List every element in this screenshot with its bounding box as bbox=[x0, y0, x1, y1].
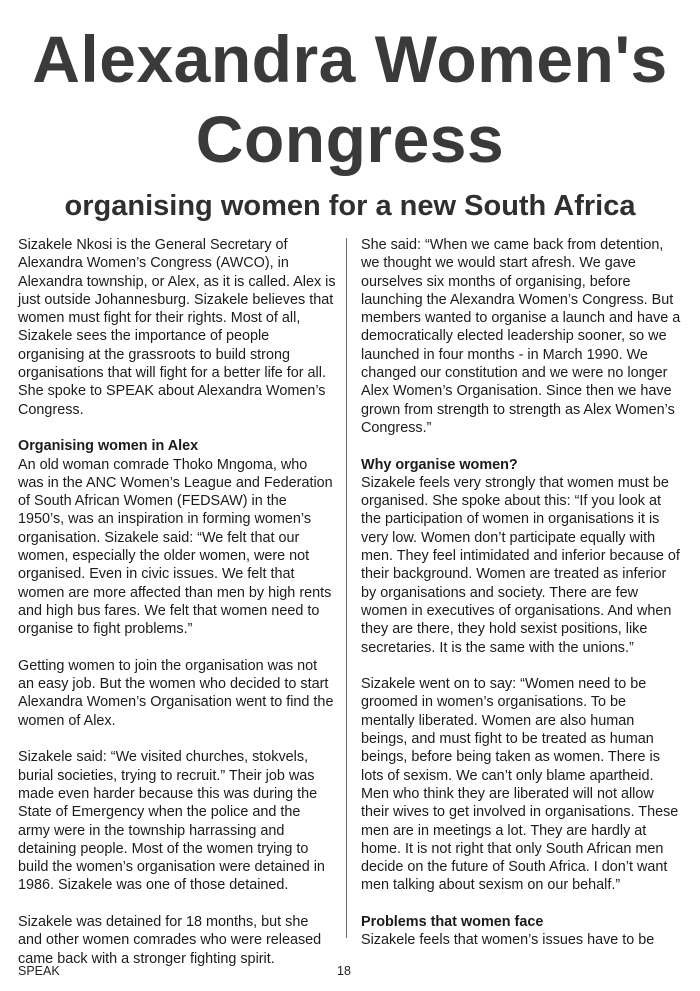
article-subtitle: organising women for a new South Africa bbox=[64, 190, 636, 222]
section-heading-why-organise: Why organise women? bbox=[361, 456, 518, 473]
body-paragraph: She said: “When we came back from detention, we thought we would start afresh. We gave ourselves six months of organising, before launching the Alexandra Women’s Congress. But members wanted to organise a launch and have a democratically elected leadership sooner, so we launched in four months - in March 1990. We changed our constitution and we were no longer Alex Women’s Organisation. Since then we have grown from strength to strength as Alex Women’s Congress.” bbox=[361, 237, 681, 436]
section-heading-problems: Problems that women face bbox=[361, 913, 544, 930]
body-paragraph: Sizakele was detained for 18 months, but she and other women comrades who were released came back with a stronger fighting spirit. bbox=[18, 913, 322, 967]
body-paragraph: Getting women to join the organisation was not an easy job. But the women who decided to start Alexandra Women’s Organisation went to find the women of Alex. bbox=[18, 657, 334, 729]
intro-paragraph: Sizakele Nkosi is the General Secretary of Alexandra Women’s Congress (AWCO), in Alexandra township, or Alex, as it is called. Alex is just outside Johannesburg. Sizakele believes that women must fight for their rights. Most of all, Sizakele sees the importance of people organising at the grassroots to build strong organisations that will fight for a better life for all. She spoke to SPEAK about Alexandra Women’s Congress. bbox=[18, 237, 336, 418]
right-column bbox=[361, 236, 681, 950]
left-column bbox=[18, 236, 336, 968]
section-heading-organising-women: Organising women in Alex bbox=[18, 438, 199, 455]
body-paragraph: An old woman comrade Thoko Mngoma, who was in the ANC Women’s League and Federation of South African Women (FEDSAW) in the 1950’s, was an inspiration in forming women’s organisation. Sizakele said: “We felt that our women, especially the older women, were not organised. Even in civic issues. We felt that women are more affected than men by high rents and high bus fares. We felt that women need to organise to fight problems.” bbox=[18, 456, 333, 638]
body-paragraph: Sizakele feels very strongly that women must be organised. She spoke about this: “If you look at the participation of women in organisations it is very low. Women don’t participate equally with men. They feel intimidated and inferior because of their background. Women are treated as inferior by organisations and society. There are few women in executives of organisations. And when they are there, they hold sexist positions, like secretaries. It is the same with the unions.” bbox=[361, 474, 680, 656]
body-paragraph: Sizakele went on to say: “Women need to be groomed in women’s organisations. To be mentally liberated. Women are also human beings, and must fight to be treated as human beings, before being taken as women. There is lots of sexism. We can’t only blame apartheid. Men who think they are liberated will not allow their wives to get involved in organisations. These men are in meetings a lot. They are hardly at home. It is not right that only South African men decide on the future of South Africa. I don’t want men talking about sexism on our behalf.” bbox=[361, 676, 679, 894]
article-title-line-2: Congress bbox=[195, 102, 505, 176]
page-number: 18 bbox=[337, 964, 351, 978]
column-divider bbox=[346, 238, 347, 938]
body-paragraph: Sizakele said: “We visited churches, stokvels, burial societies, trying to recruit.” Their job was made even harder because this was during the State of Emergency when the police and the army were in the township harrassing and detaining people. Most of the women trying to build the women’s organisation were detained in 1986. Sizakele was one of those detained. bbox=[18, 749, 325, 894]
body-paragraph: Sizakele feels that women’s issues have to be bbox=[361, 932, 655, 949]
publication-name: SPEAK bbox=[18, 964, 60, 978]
article-title-line-1: Alexandra Women's bbox=[32, 22, 668, 96]
